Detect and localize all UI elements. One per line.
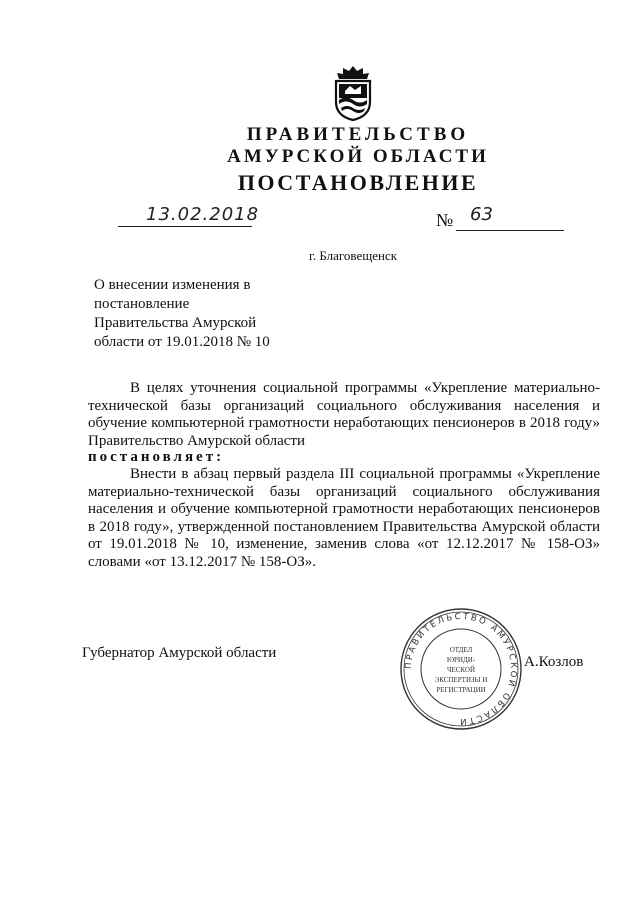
seal-center-line: ЧЕСКОЙ: [446, 666, 476, 674]
resolve-word: постановляет:: [88, 449, 225, 465]
subject-line: О внесении изменения в: [94, 277, 251, 293]
signer-name: А.Козлов: [524, 654, 584, 670]
preamble-paragraph: В целях уточнения социальной программы «Укрепление материально-технической базы организаций социального обслуживания населения и обучение компьютерной грамотности неработающих пенсионеров в 2018 году» Правительство Амурской области: [88, 380, 600, 449]
seal-center-line: ОТДЕЛ: [449, 646, 473, 654]
seal-center-line: РЕГИСТРАЦИИ: [436, 686, 486, 694]
official-seal-stamp: [398, 606, 524, 732]
city: г. Благовещенск: [308, 248, 398, 263]
coat-of-arms-icon: [330, 64, 376, 122]
seal-center-line: ЭКСПЕРТИЗЫ И: [434, 676, 488, 684]
document-date: 13.02.2018: [146, 204, 260, 225]
document-type: ПОСТАНОВЛЕНИЕ: [237, 170, 479, 195]
operative-paragraph: Внести в абзац первый раздела III социальной программы «Укрепление материально-технической базы организаций социального обслуживания населения и обучение компьютерной грамотности неработающих пенсионеров в 2018 году», утвержденной постановлением Правительства Амурской области от 19.01.2018 № 10, изменение, заменив слова «от 12.12.2017 № 158-ОЗ» словами «от 13.12.2017 № 158-ОЗ».: [88, 466, 600, 570]
subject-line: постановление: [94, 296, 190, 312]
subject-line: области от 19.01.2018 № 10: [94, 334, 270, 350]
signer-title: Губернатор Амурской области: [82, 645, 277, 661]
seal-center-line: ЮРИДИ-: [446, 656, 476, 664]
subject-block: [94, 276, 270, 352]
subject-line: Правительства Амурской: [94, 315, 257, 331]
issuer-line1: ПРАВИТЕЛЬСТВО: [246, 124, 470, 145]
seal-ring-text: ПРАВИТЕЛЬСТВО АМУРСКОЙ ОБЛАСТИ: [403, 611, 519, 727]
issuer-line2: АМУРСКОЙ ОБЛАСТИ: [227, 146, 489, 167]
number-label: №: [436, 210, 454, 230]
document-number: 63: [470, 204, 493, 225]
